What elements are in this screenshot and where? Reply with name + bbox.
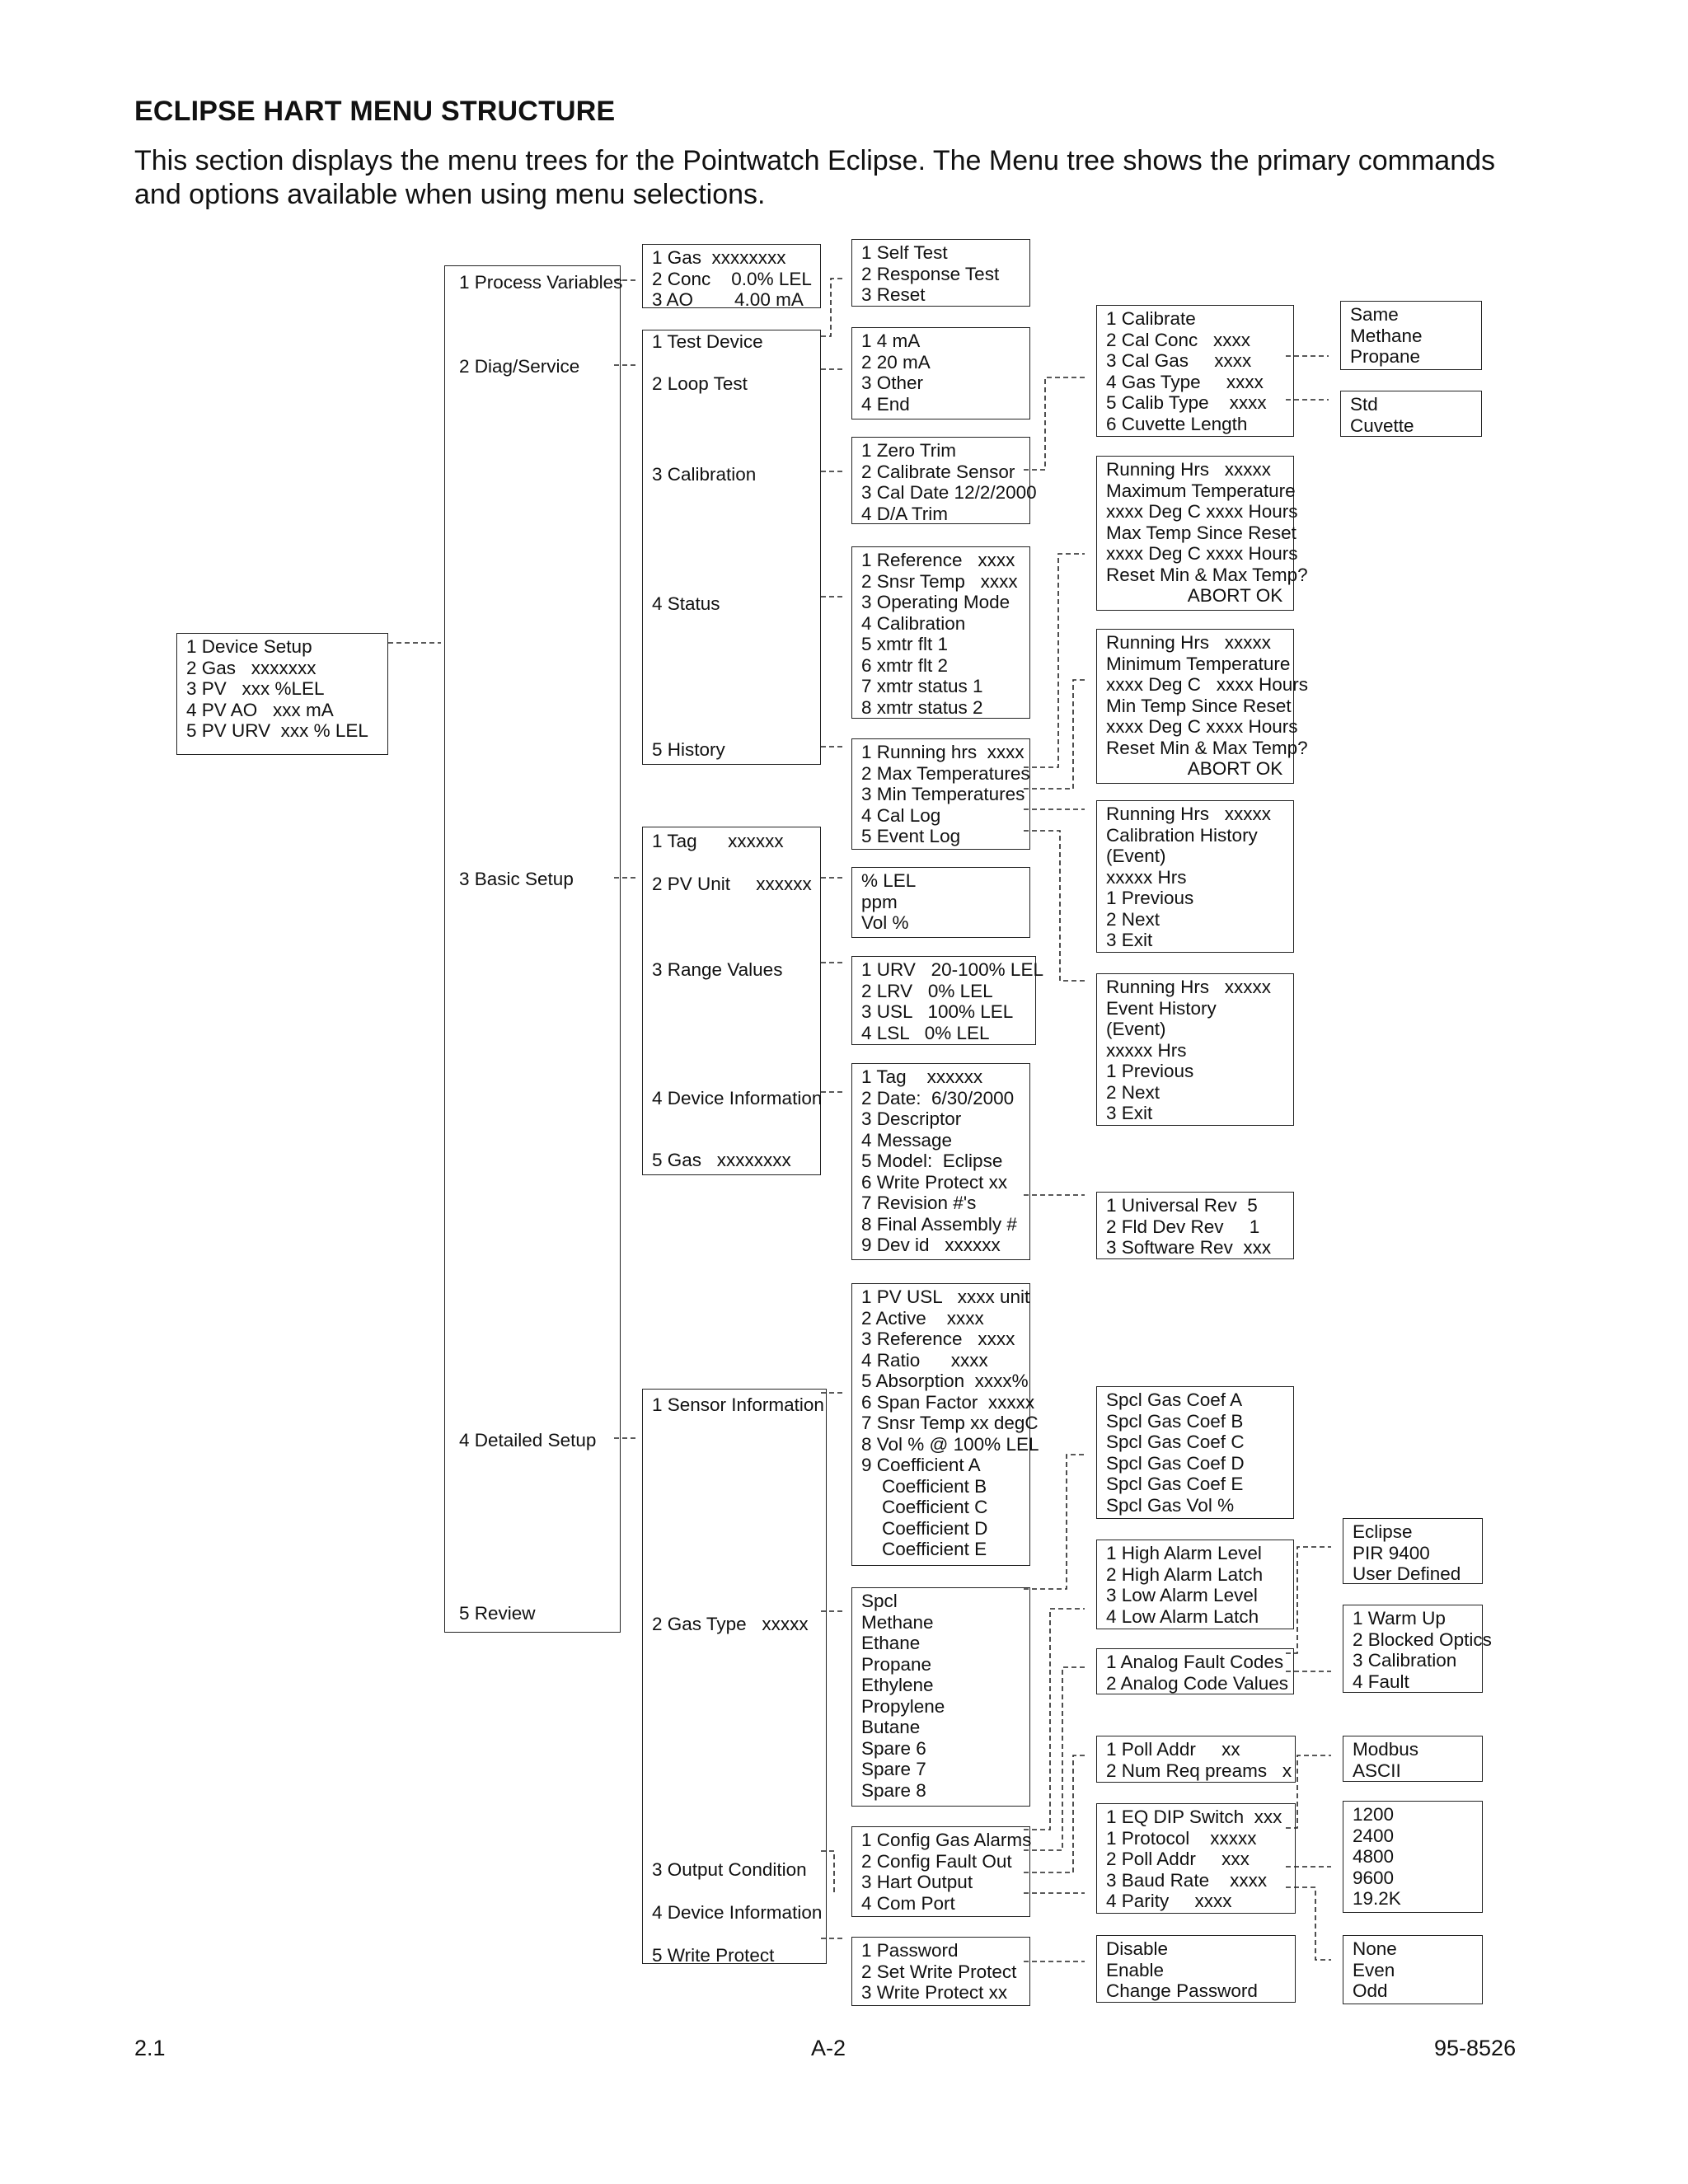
menu-item: xxxx Deg C xxxx Hours — [1106, 716, 1298, 737]
menu-item: 1 EQ DIP Switch xxx — [1106, 1807, 1282, 1827]
menu-item: 4 Device Information — [652, 1902, 823, 1923]
menu-item: Disable — [1106, 1938, 1169, 1959]
menu-item: 2 Snsr Temp xxxx — [861, 570, 1018, 592]
menu-item: xxxxx Hrs — [1106, 866, 1187, 888]
menu-item: 5 History — [652, 739, 725, 760]
menu-item: ABORT OK — [1106, 585, 1283, 606]
menu-item: Propylene — [861, 1695, 945, 1717]
menu-item: 1 PV USL xxxx unit — [861, 1286, 1030, 1307]
menu-item: Spcl Gas Coef C — [1106, 1432, 1245, 1452]
connector — [1024, 377, 1085, 470]
menu-item: 2 Active xxxx — [861, 1307, 984, 1329]
menu-item: 1 Protocol xxxxx — [1106, 1827, 1257, 1849]
menu-item: 2 20 mA — [861, 351, 931, 373]
menu-item: xxxxx Hrs — [1106, 1039, 1187, 1061]
menu-item: Odd — [1353, 1980, 1388, 2001]
menu-item: 4800 — [1353, 1846, 1395, 1867]
menu-item: ASCII — [1353, 1760, 1401, 1781]
connector — [1024, 554, 1085, 767]
menu-item: 5 Absorption xxxx% — [861, 1371, 1029, 1391]
menu-item: 1 Tag xxxxxx — [652, 831, 784, 851]
menu-item: Same — [1350, 304, 1399, 325]
menu-item: Coefficient C — [861, 1497, 988, 1517]
menu-item: 2 Gas xxxxxxx — [186, 657, 316, 678]
menu-item: Spare 8 — [861, 1779, 926, 1801]
menu-item: Reset Min & Max Temp? — [1106, 737, 1308, 758]
menu-item: Enable — [1106, 1959, 1165, 1980]
menu-item: 2 Next — [1106, 1081, 1160, 1103]
menu-item: 1 Zero Trim — [861, 440, 957, 461]
menu-item: xxxx Deg C xxxx Hours — [1106, 543, 1298, 564]
menu-item: 1 Self Test — [861, 242, 948, 263]
menu-item: 3 Hart Output — [861, 1872, 973, 1892]
menu-item: xxxx Deg C xxxx Hours — [1106, 674, 1309, 695]
menu-item: 2 PV Unit xxxxxx — [652, 874, 812, 894]
menu-item: 4 Message — [861, 1129, 953, 1151]
menu-item: (Event) — [1106, 1019, 1166, 1039]
menu-item: 1 Previous — [1106, 1061, 1194, 1081]
menu-item: 2 Response Test — [861, 263, 1000, 284]
menu-item: 2 Num Req preams x — [1106, 1760, 1292, 1781]
connector — [1024, 1667, 1085, 1850]
menu-item: Coefficient B — [861, 1475, 987, 1497]
menu-item: 3 Write Protect xx — [861, 1982, 1008, 2003]
menu-item: 8 Vol % @ 100% LEL — [861, 1433, 1039, 1455]
menu-item: 3 Operating Mode — [861, 592, 1010, 612]
menu-item: 4 PV AO xxx mA — [186, 699, 334, 720]
menu-item: 4 D/A Trim — [861, 503, 949, 524]
menu-item: 1 Tag xxxxxx — [861, 1066, 983, 1087]
menu-item: 3 Other — [861, 373, 924, 393]
menu-item: Reset Min & Max Temp? — [1106, 564, 1308, 585]
menu-item: Eclipse — [1353, 1521, 1413, 1542]
menu-item: 5 Write Protect — [652, 1945, 775, 1966]
menu-item: 1 Warm Up — [1353, 1608, 1446, 1629]
menu-item: Change Password — [1106, 1980, 1258, 2001]
menu-item: Vol % — [861, 912, 909, 933]
menu-item: % LEL — [861, 870, 917, 891]
menu-item: Running Hrs xxxxx — [1106, 632, 1272, 653]
menu-item: 4 Parity xxxx — [1106, 1891, 1232, 1911]
menu-item: 4 Status — [652, 593, 720, 614]
menu-item: Propane — [1350, 346, 1421, 367]
menu-item: 2 Diag/Service — [459, 356, 580, 377]
menu-item: Propane — [861, 1653, 932, 1675]
menu-item: 3 Reset — [861, 284, 926, 305]
menu-item: 2 Gas Type xxxxx — [652, 1614, 809, 1634]
menu-item: 2 Date: 6/30/2000 — [861, 1087, 1015, 1108]
menu-item: Ethylene — [861, 1675, 934, 1695]
menu-item: Minimum Temperature — [1106, 653, 1291, 674]
menu-item: 3 Basic Setup — [459, 869, 574, 889]
menu-box-device-setup — [444, 265, 621, 1633]
menu-item: Event History — [1106, 997, 1217, 1019]
menu-item: Calibration History — [1106, 824, 1258, 846]
menu-item: 8 Final Assembly # — [861, 1213, 1017, 1235]
connector — [1024, 680, 1085, 789]
menu-item: 1200 — [1353, 1804, 1395, 1825]
menu-item: 2 High Alarm Latch — [1106, 1563, 1264, 1585]
menu-item: 2 LRV 0% LEL — [861, 980, 993, 1001]
menu-item: 2 Next — [1106, 908, 1160, 930]
menu-item: 1 Sensor Information — [652, 1394, 824, 1415]
menu-item: 2 Cal Conc xxxx — [1106, 329, 1251, 350]
menu-item: 3 Cal Date 12/2/2000 — [861, 482, 1037, 503]
connector — [1024, 1609, 1085, 1830]
menu-item: 2 Poll Addr xxx — [1106, 1849, 1250, 1869]
menu-item: 6 Cuvette Length — [1106, 413, 1248, 434]
menu-item: 7 Snsr Temp xx degC — [861, 1413, 1039, 1433]
menu-item: 2 Max Temperatures — [861, 762, 1030, 784]
menu-item: User Defined — [1353, 1563, 1461, 1584]
menu-item: 1 Test Device — [652, 331, 763, 352]
menu-item: Spcl Gas Coef A — [1106, 1390, 1243, 1410]
menu-item: 9 Coefficient A — [861, 1455, 981, 1475]
menu-item: 8 xmtr status 2 — [861, 696, 983, 718]
menu-item: 2 Config Fault Out — [861, 1850, 1012, 1872]
footer-revision: 2.1 — [134, 2036, 166, 2060]
menu-item: Coefficient E — [861, 1539, 987, 1559]
menu-item: 5 xmtr flt 1 — [861, 634, 949, 654]
menu-item: ABORT OK — [1106, 758, 1283, 779]
menu-item: Methane — [861, 1611, 934, 1633]
menu-item: 4 Cal Log — [861, 804, 941, 826]
menu-item: Running Hrs xxxxx — [1106, 459, 1272, 480]
menu-item: 5 Calib Type xxxx — [1106, 392, 1267, 413]
menu-item: Coefficient D — [861, 1517, 988, 1539]
menu-item: 5 Review — [459, 1603, 536, 1624]
menu-item: 9 Dev id xxxxxx — [861, 1235, 1001, 1255]
menu-item: 1 4 mA — [861, 330, 921, 351]
menu-item: 3 Baud Rate xxxx — [1106, 1869, 1268, 1891]
menu-item: 1 Analog Fault Codes — [1106, 1652, 1284, 1672]
menu-item: PIR 9400 — [1353, 1542, 1430, 1563]
menu-item: 5 Gas xxxxxxxx — [652, 1150, 791, 1170]
menu-item: 3 USL 100% LEL — [861, 1001, 1014, 1022]
menu-item: 19.2K — [1353, 1888, 1401, 1909]
menu-item: 3 Descriptor — [861, 1108, 962, 1129]
menu-item: 5 Model: Eclipse — [861, 1151, 1003, 1171]
menu-item: 1 Calibrate — [1106, 308, 1196, 329]
menu-item: 3 Cal Gas xxxx — [1106, 350, 1252, 371]
menu-item: Spcl Gas Vol % — [1106, 1494, 1235, 1516]
menu-item: 7 Revision #'s — [861, 1193, 977, 1213]
menu-item: 2 Fld Dev Rev 1 — [1106, 1216, 1260, 1237]
menu-item: 4 Com Port — [861, 1892, 955, 1914]
menu-item: 3 Low Alarm Level — [1106, 1585, 1258, 1605]
menu-item: Spcl Gas Coef E — [1106, 1474, 1244, 1494]
menu-item: 1 Poll Addr xx — [1106, 1739, 1240, 1760]
menu-item: 1 Reference xxxx — [861, 550, 1015, 570]
menu-item: 1 Running hrs xxxx — [861, 742, 1025, 762]
menu-item: 6 xmtr flt 2 — [861, 654, 949, 676]
menu-item: 3 Reference xxxx — [861, 1329, 1015, 1349]
menu-item: 3 Exit — [1106, 1103, 1153, 1123]
footer-document-number: 95-8526 — [1434, 2036, 1517, 2060]
page-title: ECLIPSE HART MENU STRUCTURE — [134, 96, 616, 127]
menu-item: 3 Software Rev xxx — [1106, 1237, 1272, 1258]
menu-item: Butane — [861, 1717, 921, 1737]
menu-item: 1 Universal Rev 5 — [1106, 1195, 1258, 1216]
connector — [1024, 1755, 1085, 1872]
menu-item: Running Hrs xxxxx — [1106, 804, 1272, 824]
menu-item: 2400 — [1353, 1825, 1395, 1846]
menu-item: 2 Analog Code Values — [1106, 1672, 1289, 1694]
menu-item: 9600 — [1353, 1867, 1395, 1888]
menu-item: 3 AO 4.00 mA — [652, 289, 804, 310]
menu-item: Ethane — [861, 1633, 921, 1653]
menu-item: 1 Process Variables — [459, 272, 623, 293]
menu-item: 1 URV 20-100% LEL — [861, 959, 1043, 980]
menu-item: xxxx Deg C xxxx Hours — [1106, 501, 1298, 522]
menu-item: 1 Config Gas Alarms — [861, 1830, 1032, 1850]
menu-item: 3 Calibration — [1353, 1650, 1457, 1671]
menu-item: Spcl Gas Coef D — [1106, 1452, 1245, 1474]
menu-item: 4 End — [861, 393, 910, 415]
menu-item: 3 Exit — [1106, 930, 1153, 950]
menu-item: 6 Write Protect xx — [861, 1171, 1008, 1193]
menu-item: 3 Min Temperatures — [861, 784, 1025, 804]
menu-item: 7 xmtr status 1 — [861, 676, 983, 696]
menu-item: Spcl — [861, 1591, 898, 1611]
menu-item: 2 Calibrate Sensor — [861, 461, 1015, 482]
menu-item: Running Hrs xxxxx — [1106, 977, 1272, 997]
menu-item: 1 Previous — [1106, 888, 1194, 908]
menu-item: 3 Calibration — [652, 464, 757, 485]
menu-item: Methane — [1350, 325, 1423, 346]
menu-item: 1 Gas xxxxxxxx — [652, 247, 786, 268]
menu-item: 4 Gas Type xxxx — [1106, 371, 1264, 392]
menu-item: None — [1353, 1938, 1397, 1959]
menu-item: Min Temp Since Reset — [1106, 695, 1292, 716]
menu-item: 2 Conc 0.0% LEL — [652, 268, 812, 289]
menu-item: 6 Span Factor xxxxx — [861, 1391, 1035, 1413]
connector — [821, 279, 846, 336]
intro-paragraph: This section displays the menu trees for the Pointwatch Eclipse. The Menu tree shows the primary commands and options available when using menu selections. — [134, 145, 1496, 210]
menu-item: 1 Device Setup — [186, 636, 312, 657]
menu-item: Modbus — [1353, 1739, 1419, 1760]
menu-item: ppm — [861, 891, 898, 912]
menu-item: 5 PV URV xxx % LEL — [186, 720, 368, 741]
menu-item: Spare 6 — [861, 1737, 926, 1759]
menu-item: 2 Loop Test — [652, 373, 748, 394]
menu-item: Max Temp Since Reset — [1106, 522, 1296, 543]
menu-item: 2 Blocked Optics — [1353, 1629, 1492, 1650]
menu-item: 1 Password — [861, 1940, 959, 1961]
menu-item: 3 Output Condition — [652, 1859, 807, 1880]
menu-item: Std — [1350, 394, 1378, 415]
menu-item: 3 PV xxx %LEL — [186, 678, 325, 699]
menu-item: Spare 7 — [861, 1759, 926, 1779]
menu-item: Cuvette — [1350, 415, 1414, 436]
menu-item: 4 Fault — [1353, 1671, 1409, 1692]
menu-item: (Event) — [1106, 846, 1166, 866]
connector — [1024, 1455, 1085, 1589]
footer-page-number: A-2 — [811, 2036, 846, 2060]
menu-item: Even — [1353, 1959, 1395, 1980]
menu-item: 4 LSL 0% LEL — [861, 1022, 990, 1043]
menu-item: 5 Event Log — [861, 826, 961, 846]
menu-item: 4 Device Information — [652, 1088, 823, 1108]
menu-box-diag-service — [642, 330, 821, 765]
menu-item: 1 High Alarm Level — [1106, 1543, 1262, 1563]
menu-item: 3 Range Values — [652, 959, 783, 980]
menu-item: 4 Calibration — [861, 612, 966, 634]
menu-item: Maximum Temperature — [1106, 480, 1296, 501]
menu-item: 4 Detailed Setup — [459, 1430, 597, 1451]
menu-item: Spcl Gas Coef B — [1106, 1410, 1244, 1432]
menu-item: 4 Ratio xxxx — [861, 1349, 988, 1371]
menu-item: 2 Set Write Protect — [861, 1961, 1017, 1982]
menu-item: 4 Low Alarm Latch — [1106, 1605, 1259, 1627]
